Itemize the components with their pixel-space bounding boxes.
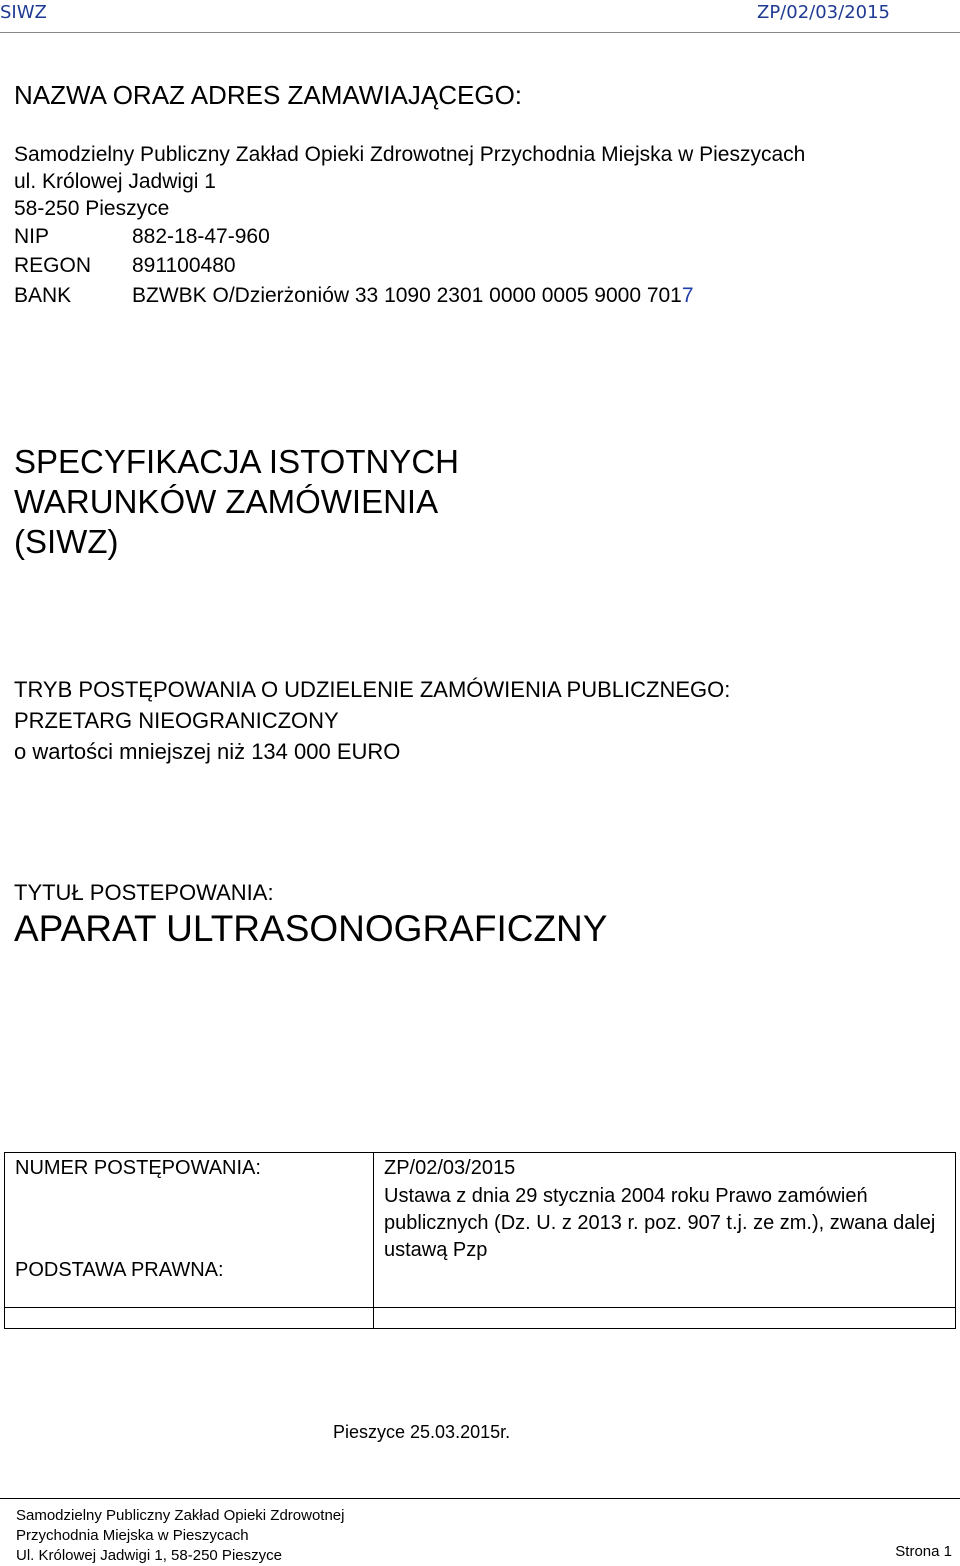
value-cell	[374, 1153, 956, 1308]
procedure-line-3: o wartości mniejszej niż 134 000 EURO	[14, 739, 401, 764]
subject-label: TYTUŁ POSTEPOWANIA:	[14, 880, 274, 905]
regon-value: 891100480	[132, 254, 236, 277]
procedure-info-table	[4, 1152, 956, 1329]
bank-value: BZWBK O/Dzierżoniów 33 1090 2301 0000 0005 9000 701	[132, 284, 682, 307]
regon-label: REGON	[14, 254, 92, 277]
label-cell	[5, 1153, 374, 1308]
document-title	[14, 442, 459, 562]
place-date: Pieszyce 25.03.2015r.	[333, 1422, 511, 1442]
title-line-1: SPECYFIKACJA ISTOTNYCH	[14, 443, 459, 480]
title-line-2: WARUNKÓW ZAMÓWIENIA	[14, 483, 439, 520]
footer-line-2: Przychodnia Miejska w Pieszycach	[16, 1527, 249, 1544]
empty-cell-right	[374, 1308, 956, 1329]
section-label: NAZWA ORAZ ADRES ZAMAWIAJĄCEGO:	[14, 80, 523, 110]
page-number: Strona 1	[895, 1543, 952, 1560]
address-city: 58-250 Pieszyce	[14, 197, 170, 220]
subject-value: APARAT ULTRASONOGRAFICZNY	[14, 908, 608, 949]
bank-row	[14, 281, 694, 310]
contracting-authority-name: Samodzielny Publiczny Zakład Opieki Zdrowotnej Przychodnia Miejska w Pieszycach	[14, 143, 806, 166]
regon-row	[14, 251, 236, 280]
empty-cell-left	[5, 1308, 374, 1329]
nip-value: 882-18-47-960	[132, 225, 270, 248]
nip-row	[14, 222, 270, 251]
footer-divider	[0, 1498, 960, 1499]
podstawa-label: PODSTAWA PRAWNA:	[15, 1259, 224, 1281]
header-doc-type: SIWZ	[0, 2, 47, 23]
podstawa-value: Ustawa z dnia 29 stycznia 2004 roku Prawo zamówień publicznych (Dz. U. z 2013 r. poz. 907 t.j. ze zm.), zwana dalej ustawą Pzp	[384, 1185, 936, 1261]
procedure-block	[14, 674, 730, 767]
procedure-line-1: TRYB POSTĘPOWANIA O UDZIELENIE ZAMÓWIENIA PUBLICZNEGO:	[14, 677, 731, 702]
header-divider	[0, 32, 960, 33]
procedure-line-2: PRZETARG NIEOGRANICZONY	[14, 708, 339, 733]
numer-value: ZP/02/03/2015	[384, 1157, 516, 1179]
bank-value-tail: 7	[681, 284, 694, 307]
numer-label: NUMER POSTĘPOWANIA:	[15, 1157, 261, 1179]
footer-line-1: Samodzielny Publiczny Zakład Opieki Zdrowotnej	[16, 1507, 345, 1524]
footer-line-3: Ul. Królowej Jadwigi 1, 58-250 Pieszyce	[16, 1547, 282, 1564]
footer-address	[16, 1506, 344, 1566]
address-street: ul. Królowej Jadwigi 1	[14, 170, 216, 193]
nip-label: NIP	[14, 225, 50, 248]
title-line-3: (SIWZ)	[14, 523, 119, 560]
bank-label: BANK	[14, 284, 72, 307]
header-ref-number: ZP/02/03/2015	[757, 2, 890, 23]
